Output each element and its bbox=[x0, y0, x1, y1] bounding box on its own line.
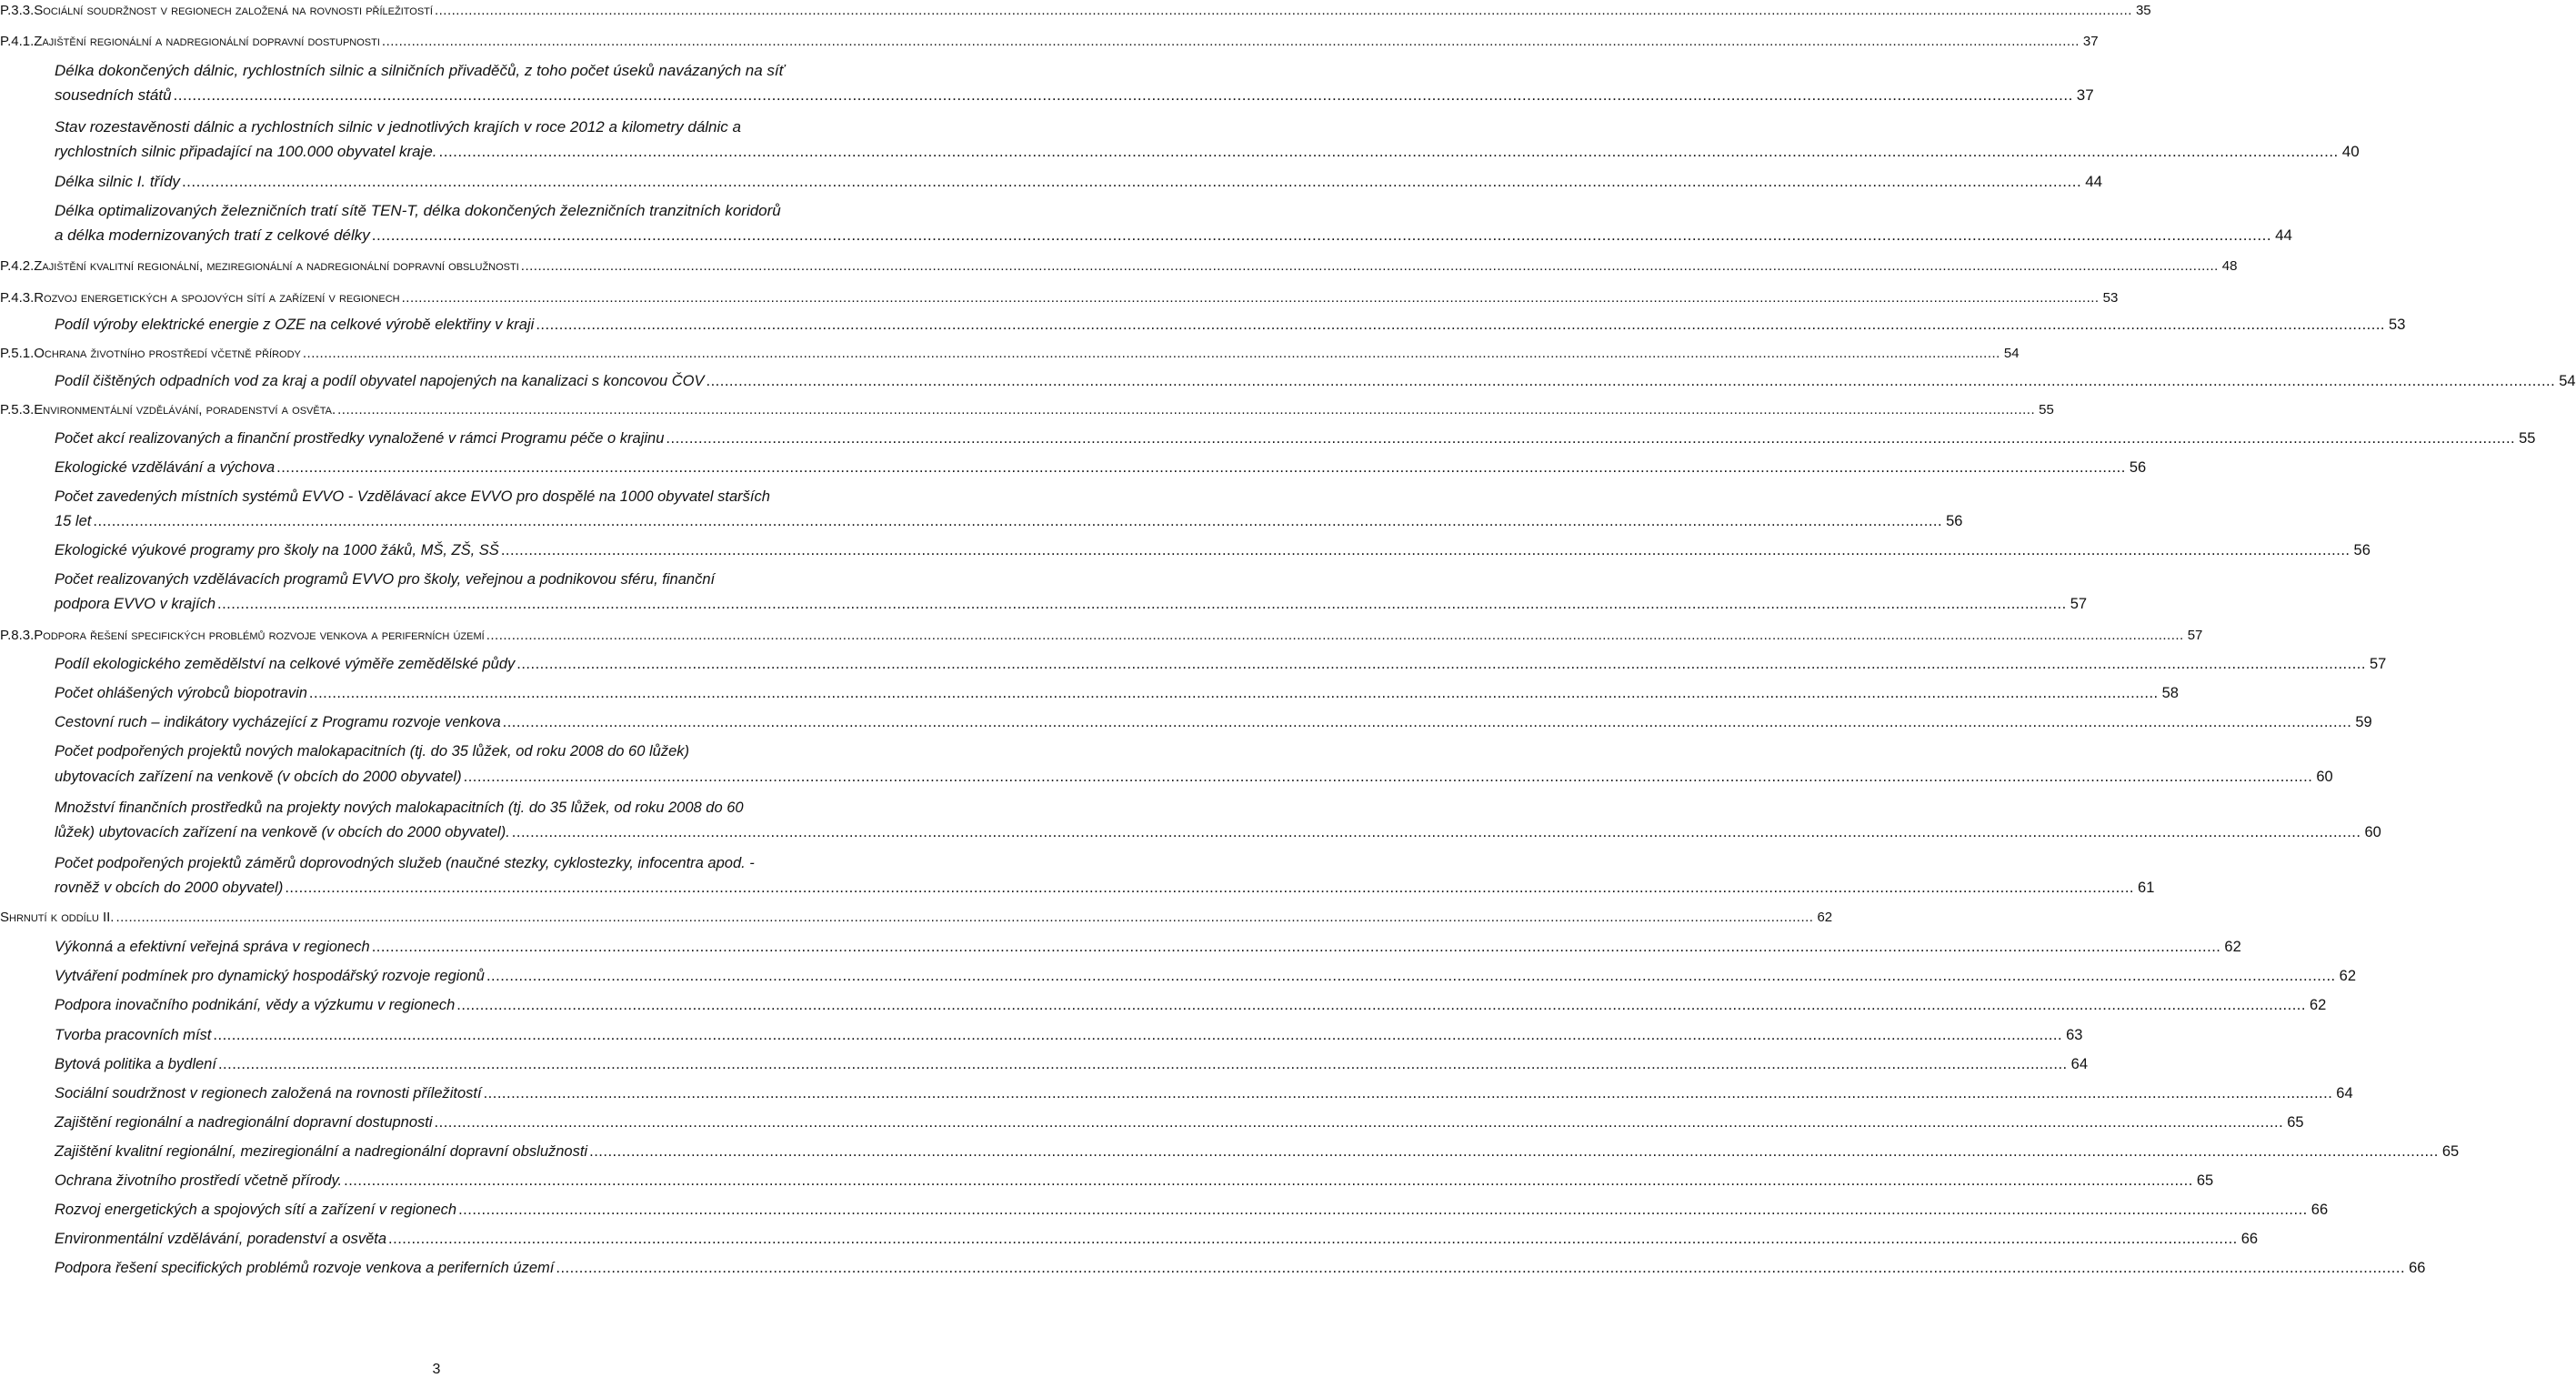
toc-entry-title: Počet podpořených projektů záměrů doprovodných služeb (naučné stezky, cyklostezky, infocentra apod. - bbox=[55, 855, 755, 871]
toc-entry-line bbox=[55, 1111, 2304, 1133]
toc-entry-title: Bytová politika a bydlení bbox=[55, 1056, 216, 1072]
toc-entry-page: 37 bbox=[2082, 34, 2099, 49]
toc-entry-title: Environmentální vzdělávání, poradenství a osvěta bbox=[55, 1231, 387, 1247]
toc-entry-line bbox=[55, 965, 2357, 987]
toc-entry-title: Ekologické výukové programy pro školy na 1000 žáků, MŠ, ZŠ, SŠ bbox=[55, 542, 499, 558]
dot-leader: ................................................................................................................................................................................................................................................................................................................................................................................................................ bbox=[502, 714, 2352, 730]
toc-entry-number: P.3.3. bbox=[0, 3, 35, 18]
toc-entry-title: Vytváření podmínek pro dynamický hospodářský rozvoje regionů bbox=[55, 968, 485, 984]
dot-leader: ................................................................................................................................................................................................................................................................................................................................................................................................................ bbox=[483, 1085, 2333, 1101]
toc-entry-number: P.4.3. bbox=[0, 290, 35, 306]
dot-leader: ................................................................................................................................................................................................................................................................................................................................................................................................................ bbox=[371, 226, 2272, 244]
dot-leader: ................................................................................................................................................................................................................................................................................................................................................................................................................ bbox=[115, 910, 1814, 925]
toc-entry-line bbox=[55, 171, 2103, 193]
toc-entry-title: Podpora řešení specifických problémů rozvoje venkova a periferních území bbox=[55, 1260, 555, 1276]
toc-entry-line bbox=[55, 766, 2333, 788]
dot-leader: ................................................................................................................................................................................................................................................................................................................................................................................................................ bbox=[213, 1027, 2063, 1043]
toc-entry-page: 55 bbox=[2039, 402, 2054, 417]
dot-leader: ................................................................................................................................................................................................................................................................................................................................................................................................................ bbox=[308, 685, 2159, 701]
dot-leader: ................................................................................................................................................................................................................................................................................................................................................................................................................ bbox=[500, 542, 2350, 558]
toc-entry-number: P.4.1. bbox=[0, 34, 35, 49]
toc-entry-title: Počet akcí realizovaných a finanční prostředky vynaložené v rámci Programu péče o krajinu bbox=[55, 430, 665, 447]
toc-entry-title: Ochrana životního prostředí včetně přírody bbox=[34, 346, 301, 361]
toc-entry-title: Sociální soudržnost v regionech založená na rovnosti příležitostí bbox=[55, 1085, 482, 1101]
toc-entry-line bbox=[0, 287, 2119, 309]
toc-entry-page: 65 bbox=[2196, 1172, 2214, 1189]
toc-entry-title: Zajištění kvalitní regionální, meziregionální a nadregionální dopravní obslužnosti bbox=[55, 1143, 588, 1160]
toc-entry-title: Zajištění kvalitní regionální, meziregionální a nadregionální dopravní obslužnosti bbox=[34, 258, 519, 274]
toc-entry-line bbox=[55, 936, 2241, 958]
toc-entry-line bbox=[55, 457, 2147, 478]
toc-entry-title: Délka optimalizovaných železničních tratí sítě TEN-T, délka dokončených železničních tranzitních koridorů bbox=[55, 202, 781, 219]
dot-leader: ................................................................................................................................................................................................................................................................................................................................................................................................................ bbox=[217, 1056, 2068, 1072]
dot-leader: ................................................................................................................................................................................................................................................................................................................................................................................................................ bbox=[536, 317, 2386, 333]
toc-entry-title: ubytovacích zařízení na venkově (v obcích do 2000 obyvatel) bbox=[55, 769, 462, 785]
page-number: 3 bbox=[432, 1362, 441, 1377]
dot-leader: ................................................................................................................................................................................................................................................................................................................................................................................................................ bbox=[438, 143, 2339, 160]
toc-entry-page: 54 bbox=[2559, 373, 2576, 389]
toc-entry-page: 53 bbox=[2102, 290, 2119, 306]
toc-entry-page: 61 bbox=[2138, 880, 2155, 896]
toc-entry-title: Počet ohlášených výrobců biopotravin bbox=[55, 685, 307, 701]
toc-entry-page: 54 bbox=[2003, 346, 2020, 361]
toc-entry-title: Počet zavedených místních systémů EVVO - Vzdělávací akce EVVO pro dospělé na 1000 obyvatel starších bbox=[55, 488, 770, 505]
toc-entry-title: Délka dokončených dálnic, rychlostních silnic a silničních přivaděčů, z toho počet úseků navázaných na síť bbox=[55, 62, 785, 79]
dot-leader: ................................................................................................................................................................................................................................................................................................................................................................................................................ bbox=[666, 430, 2516, 447]
toc-entry-title: Podíl ekologického zemědělství na celkové výměře zemědělské půdy bbox=[55, 656, 516, 672]
toc-entry-title: lůžek) ubytovacích zařízení na venkově (v obcích do 2000 obyvatel). bbox=[55, 824, 510, 840]
toc-entry-page: 53 bbox=[2389, 317, 2406, 333]
toc-entry-page: 56 bbox=[2129, 459, 2147, 476]
toc-entry-page: 66 bbox=[2240, 1231, 2259, 1247]
dot-leader: ................................................................................................................................................................................................................................................................................................................................................................................................................ bbox=[337, 402, 2036, 417]
toc-entry-page: 48 bbox=[2221, 258, 2238, 274]
toc-entry-number: P.5.1. bbox=[0, 346, 35, 361]
dot-leader: ................................................................................................................................................................................................................................................................................................................................................................................................................ bbox=[401, 290, 2100, 306]
dot-leader: ................................................................................................................................................................................................................................................................................................................................................................................................................ bbox=[511, 824, 2361, 840]
toc-entry-page: 64 bbox=[2336, 1085, 2353, 1101]
toc-entry-title: Podpora inovačního podnikání, vědy a výzkumu v regionech bbox=[55, 997, 456, 1013]
toc-entry-line bbox=[55, 711, 2372, 733]
toc-entry-title: Množství finančních prostředků na projekty nových malokapacitních (tj. do 35 lůžek, od roku 2008 do 60 bbox=[55, 800, 744, 816]
toc-entry-line bbox=[55, 510, 1963, 532]
toc-entry-page: 66 bbox=[2310, 1202, 2329, 1218]
toc-entry-number: P.4.2. bbox=[0, 258, 35, 274]
toc-entry-title: Ochrana životního prostředí včetně přírody. bbox=[55, 1172, 343, 1189]
toc-entry-line bbox=[55, 200, 869, 222]
toc-entry-title: Podíl výroby elektrické energie z OZE na celkové výrobě elektřiny v kraji bbox=[55, 317, 535, 333]
dot-leader: ................................................................................................................................................................................................................................................................................................................................................................................................................ bbox=[706, 373, 2556, 389]
toc-entry-title: Podíl čištěných odpadních vod za kraj a podíl obyvatel napojených na kanalizaci s koncovou ČOV bbox=[55, 373, 705, 389]
toc-entry-line bbox=[0, 399, 2054, 421]
dot-leader: ................................................................................................................................................................................................................................................................................................................................................................................................................ bbox=[344, 1172, 2193, 1189]
toc-entry-title: Ekologické vzdělávání a výchova bbox=[55, 459, 276, 476]
toc-entry-title: Délka silnic I. třídy bbox=[55, 173, 180, 190]
toc-entry-title: Stav rozestavěnosti dálnic a rychlostních silnic v jednotlivých krajích v roce 2012 a kilometry dálnic a bbox=[55, 118, 741, 136]
toc-entry-line bbox=[55, 653, 2387, 675]
toc-entry-page: 62 bbox=[2339, 968, 2357, 984]
dot-leader: ................................................................................................................................................................................................................................................................................................................................................................................................................ bbox=[516, 656, 2366, 672]
toc-entry-title: Cestovní ruch – indikátory vycházející z Programu rozvoje venkova bbox=[55, 714, 501, 730]
toc-entry-line bbox=[55, 486, 869, 508]
toc-entry-line bbox=[55, 314, 2406, 336]
dot-leader: ................................................................................................................................................................................................................................................................................................................................................................................................................ bbox=[93, 513, 1943, 529]
toc-entry-title: Environmentální vzdělávání, poradenství a osvěta. bbox=[34, 402, 336, 417]
dot-leader: ................................................................................................................................................................................................................................................................................................................................................................................................................ bbox=[434, 1114, 2284, 1131]
toc-entry-line bbox=[55, 1170, 2214, 1192]
toc-entry-page: 65 bbox=[2441, 1143, 2460, 1160]
toc-entry-title: Tvorba pracovních míst bbox=[55, 1027, 212, 1043]
toc-entry-page: 62 bbox=[2309, 997, 2327, 1013]
toc-entry-title: a délka modernizovaných tratí z celkové délky bbox=[55, 226, 370, 244]
toc-entry-title: Shrnutí k oddílu II. bbox=[0, 910, 115, 925]
dot-leader: ................................................................................................................................................................................................................................................................................................................................................................................................................ bbox=[371, 939, 2221, 955]
toc-entry-page: 65 bbox=[2287, 1114, 2304, 1131]
dot-leader: ................................................................................................................................................................................................................................................................................................................................................................................................................ bbox=[302, 346, 2000, 361]
toc-entry-page: 44 bbox=[2275, 226, 2292, 244]
toc-entry-title: Sociální soudržnost v regionech založená na rovnosti příležitostí bbox=[34, 3, 433, 18]
dot-leader: ................................................................................................................................................................................................................................................................................................................................................................................................................ bbox=[486, 968, 2336, 984]
toc-entry-page: 40 bbox=[2341, 143, 2360, 160]
toc-entry-line bbox=[55, 994, 2327, 1016]
toc-entry-line bbox=[55, 1141, 2460, 1162]
toc-entry-line bbox=[55, 797, 869, 819]
toc-entry-page: 44 bbox=[2085, 173, 2103, 190]
toc-entry-title: Výkonná a efektivní veřejná správa v regionech bbox=[55, 939, 370, 955]
toc-entry-page: 56 bbox=[1946, 513, 1963, 529]
toc-entry-page: 57 bbox=[2369, 656, 2387, 672]
dot-leader: ................................................................................................................................................................................................................................................................................................................................................................................................................ bbox=[181, 173, 2082, 190]
toc-entry-number: P.5.3. bbox=[0, 402, 35, 417]
toc-entry-number: P.8.3. bbox=[0, 628, 35, 643]
toc-entry-page: 64 bbox=[2070, 1056, 2089, 1072]
toc-entry-page: 35 bbox=[2135, 3, 2151, 18]
toc-entry-page: 62 bbox=[1817, 910, 1833, 925]
dot-leader: ................................................................................................................................................................................................................................................................................................................................................................................................................ bbox=[456, 997, 2306, 1013]
toc-entry-line bbox=[55, 225, 2292, 246]
toc-entry-title: Podpora řešení specifických problémů rozvoje venkova a periferních území bbox=[34, 628, 485, 643]
dot-leader: ................................................................................................................................................................................................................................................................................................................................................................................................................ bbox=[486, 628, 2184, 643]
toc-entry-line bbox=[55, 539, 2371, 561]
toc-entry-line bbox=[55, 593, 2088, 615]
toc-entry-line bbox=[55, 141, 2360, 163]
dot-leader: ................................................................................................................................................................................................................................................................................................................................................................................................................ bbox=[276, 459, 2126, 476]
dot-leader: ................................................................................................................................................................................................................................................................................................................................................................................................................ bbox=[285, 880, 2135, 896]
toc-entry-title: sousedních států bbox=[55, 86, 172, 104]
toc-entry-line bbox=[55, 1024, 2083, 1046]
toc-entry-title: 15 let bbox=[55, 513, 92, 529]
toc-entry-line bbox=[0, 907, 1833, 929]
toc-entry-line bbox=[0, 256, 2238, 277]
toc-entry-line bbox=[55, 877, 2155, 899]
dot-leader: ................................................................................................................................................................................................................................................................................................................................................................................................................ bbox=[434, 3, 2132, 18]
dot-leader: ................................................................................................................................................................................................................................................................................................................................................................................................................ bbox=[381, 34, 2080, 49]
toc-entry-page: 63 bbox=[2066, 1027, 2083, 1043]
toc-entry-title: Rozvoj energetických a spojových sítí a zařízení v regionech bbox=[34, 290, 400, 306]
toc-entry-line bbox=[0, 625, 2203, 647]
toc-entry-page: 66 bbox=[2409, 1260, 2426, 1276]
dot-leader: ................................................................................................................................................................................................................................................................................................................................................................................................................ bbox=[556, 1260, 2406, 1276]
toc-entry-line bbox=[55, 568, 869, 590]
dot-leader: ................................................................................................................................................................................................................................................................................................................................................................................................................ bbox=[458, 1202, 2308, 1218]
toc-entry-line bbox=[55, 60, 869, 82]
toc-entry-line bbox=[55, 1257, 2426, 1279]
toc-entry-line bbox=[55, 85, 2094, 106]
dot-leader: ................................................................................................................................................................................................................................................................................................................................................................................................................ bbox=[217, 596, 2067, 612]
toc-entry-page: 58 bbox=[2161, 685, 2179, 701]
toc-entry-page: 37 bbox=[2076, 86, 2094, 104]
toc-entry-page: 60 bbox=[2316, 769, 2333, 785]
toc-entry-line bbox=[55, 1053, 2089, 1075]
toc-entry-page: 56 bbox=[2353, 542, 2371, 558]
toc-entry-title: podpora EVVO v krajích bbox=[55, 596, 216, 612]
toc-entry-title: Počet realizovaných vzdělávacích programů EVVO pro školy, veřejnou a podnikovou sféru, finanční bbox=[55, 571, 716, 588]
toc-entry-line bbox=[0, 0, 2151, 22]
toc-entry-line bbox=[55, 682, 2179, 704]
toc-entry-line bbox=[55, 1199, 2329, 1221]
toc-entry-line bbox=[55, 740, 869, 762]
toc-entry-page: 57 bbox=[2187, 628, 2203, 643]
toc-entry-line bbox=[55, 370, 2576, 392]
dot-leader: ................................................................................................................................................................................................................................................................................................................................................................................................................ bbox=[388, 1231, 2238, 1247]
dot-leader: ................................................................................................................................................................................................................................................................................................................................................................................................................ bbox=[173, 86, 2073, 104]
toc-entry-line bbox=[0, 31, 2099, 53]
toc-entry-title: rychlostních silnic připadající na 100.000 obyvatel kraje. bbox=[55, 143, 437, 160]
dot-leader: ................................................................................................................................................................................................................................................................................................................................................................................................................ bbox=[589, 1143, 2439, 1160]
toc-entry-line bbox=[55, 852, 869, 874]
toc-entry-page: 62 bbox=[2224, 939, 2241, 955]
toc-entry-title: Rozvoj energetických a spojových sítí a zařízení v regionech bbox=[55, 1202, 457, 1218]
dot-leader: ................................................................................................................................................................................................................................................................................................................................................................................................................ bbox=[520, 258, 2219, 274]
toc-entry-line bbox=[55, 1082, 2353, 1104]
dot-leader: ................................................................................................................................................................................................................................................................................................................................................................................................................ bbox=[463, 769, 2313, 785]
toc-entry-page: 55 bbox=[2519, 430, 2536, 447]
toc-entry-title: Počet podpořených projektů nových malokapacitních (tj. do 35 lůžek, od roku 2008 do 60 lůžek) bbox=[55, 743, 690, 759]
toc-entry-title: Zajištění regionální a nadregionální dopravní dostupnosti bbox=[34, 34, 380, 49]
toc-entry-page: 60 bbox=[2364, 824, 2381, 840]
toc-entry-line bbox=[55, 116, 869, 138]
toc-entry-page: 59 bbox=[2355, 714, 2372, 730]
toc-entry-line bbox=[55, 1228, 2259, 1250]
toc-entry-line bbox=[0, 343, 2020, 365]
toc-entry-title: rovněž v obcích do 2000 obyvatel) bbox=[55, 880, 284, 896]
toc-entry-line bbox=[55, 821, 2381, 843]
toc-entry-page: 57 bbox=[2070, 596, 2088, 612]
toc-entry-title: Zajištění regionální a nadregionální dopravní dostupnosti bbox=[55, 1114, 433, 1131]
toc-entry-line bbox=[55, 427, 2536, 449]
